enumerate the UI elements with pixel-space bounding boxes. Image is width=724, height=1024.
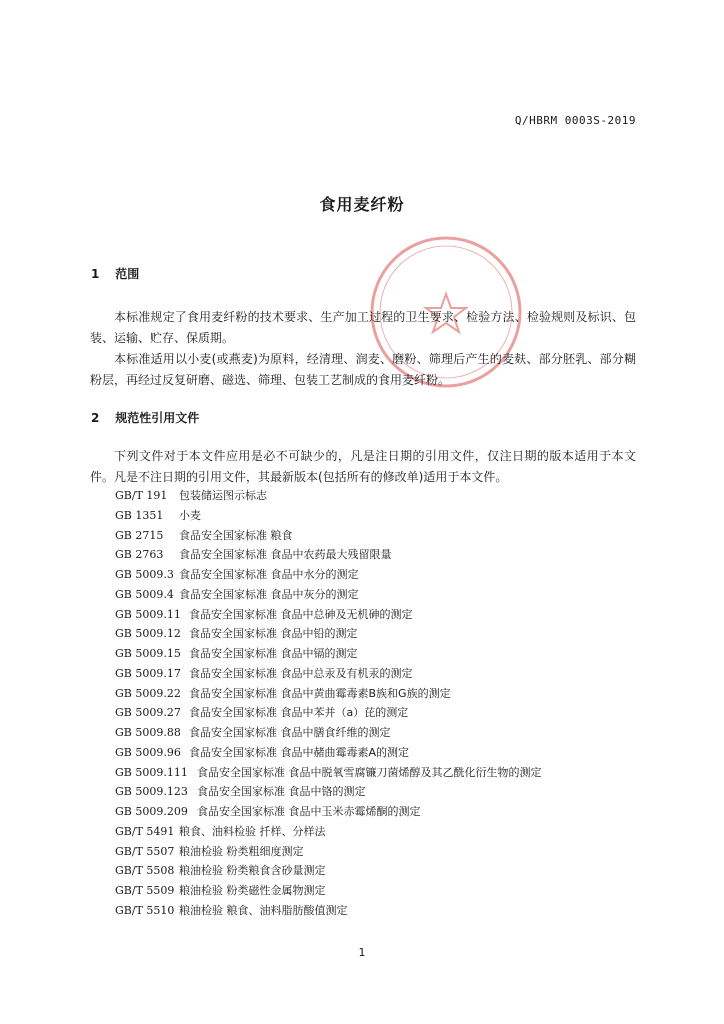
reference-code: GB 5009.209 (115, 805, 188, 818)
reference-item (115, 565, 542, 585)
reference-code: GB 5009.17 (115, 666, 181, 680)
reference-code: GB 5009.22 (115, 686, 181, 700)
reference-name: 粮油检验 粉类粮食含砂量测定 (179, 864, 326, 878)
reference-name: 小麦 (179, 508, 201, 522)
reference-item (115, 842, 542, 862)
reference-name: 粮油检验 粉类粗细度测定 (179, 844, 304, 858)
reference-item (115, 743, 542, 763)
reference-list (115, 486, 542, 921)
reference-name: 食品安全国家标准 食品中铬的测定 (197, 785, 366, 799)
reference-item (115, 624, 542, 644)
scope-paragraph-1: 本标准规定了食用麦纤粉的技术要求、生产加工过程的卫生要求、检验方法、检验规则及标识、包装、运输、贮存、保质期。 (90, 310, 636, 345)
references-intro: 下列文件对于本文件应用是必不可缺少的，凡是注日期的引用文件，仅注日期的版本适用于本文件。凡是不注日期的引用文件，其最新版本(包括所有的修改单)适用于本文件。 (90, 449, 636, 484)
section-1-number: 1 (91, 267, 100, 281)
reference-item (115, 703, 542, 723)
reference-item (115, 763, 542, 783)
reference-item (115, 901, 542, 921)
reference-code: GB/T 5509 (115, 884, 175, 897)
reference-item (115, 664, 542, 684)
reference-item (115, 644, 542, 664)
reference-code: GB 5009.123 (115, 785, 188, 799)
reference-name: 粮油检验 粮食、油料脂肪酸值测定 (179, 903, 348, 917)
reference-code: GB 5009.3 (115, 568, 174, 581)
reference-name: 食品安全国家标准 食品中灰分的测定 (179, 587, 359, 601)
reference-code: GB 2763 (115, 548, 164, 562)
reference-item (115, 506, 542, 526)
reference-item (115, 822, 542, 842)
reference-name: 食品安全国家标准 食品中脱氧雪腐镰刀菌烯醇及其乙酰化衍生物的测定 (197, 765, 542, 779)
reference-name: 食品安全国家标准 食品中总汞及有机汞的测定 (189, 666, 413, 680)
reference-name: 食品安全国家标准 食品中赭曲霉毒素A的测定 (189, 745, 410, 759)
reference-code: GB 5009.12 (115, 627, 181, 641)
page-number: 1 (358, 946, 366, 959)
reference-name: 食品安全国家标准 食品中水分的测定 (179, 568, 359, 581)
reference-item (115, 881, 542, 901)
reference-item (115, 782, 542, 802)
reference-code: GB 5009.111 (115, 765, 188, 779)
reference-code: GB 5009.96 (115, 745, 181, 759)
reference-code: GB 5009.88 (115, 726, 181, 739)
reference-name: 食品安全国家标准 食品中铅的测定 (189, 627, 358, 641)
reference-code: GB 1351 (115, 508, 164, 522)
reference-code: GB/T 5507 (115, 844, 175, 858)
reference-name: 食品安全国家标准 粮食 (179, 528, 293, 542)
section-2-title: 规范性引用文件 (115, 411, 200, 425)
reference-item (115, 486, 542, 506)
reference-code: GB/T 5491 (115, 824, 175, 838)
reference-code: GB 5009.27 (115, 706, 181, 720)
reference-item (115, 605, 542, 625)
reference-name: 食品安全国家标准 食品中总砷及无机砷的测定 (189, 607, 413, 621)
reference-code: GB 2715 (115, 528, 164, 542)
page-title: 食用麦纤粉 (319, 195, 405, 214)
reference-item (115, 723, 542, 743)
reference-name: 食品安全国家标准 食品中镉的测定 (189, 647, 358, 660)
reference-code: GB/T 191 (115, 489, 168, 502)
reference-code: GB 5009.15 (115, 647, 181, 660)
reference-name: 食品安全国家标准 食品中苯并（a）芘的测定 (189, 706, 409, 720)
reference-name: 包装储运图示标志 (179, 489, 267, 502)
reference-item (115, 545, 542, 565)
reference-name: 粮油检验 粉类磁性金属物测定 (179, 884, 326, 897)
scope-paragraph-2: 本标准适用以小麦(或燕麦)为原料，经清理、润麦、磨粉、筛理后产生的麦麸、部分胚乳、部分糊粉层，再经过反复研磨、磁选、筛理、包装工艺制成的食用麦纤粉。 (90, 352, 636, 387)
reference-name: 食品安全国家标准 食品中膳食纤维的测定 (189, 726, 391, 739)
section-2-heading (91, 409, 199, 426)
section-1-heading (91, 265, 139, 282)
reference-code: GB 5009.11 (115, 607, 181, 621)
reference-code: GB/T 5510 (115, 903, 175, 917)
reference-name: 食品安全国家标准 食品中农药最大残留限量 (179, 548, 392, 562)
section-1-title: 范围 (115, 267, 140, 281)
reference-name: 食品安全国家标准 食品中黄曲霉毒素B族和G族的测定 (189, 686, 451, 700)
reference-item (115, 684, 542, 704)
reference-item (115, 585, 542, 605)
reference-item (115, 526, 542, 546)
reference-item (115, 861, 542, 881)
reference-code: GB/T 5508 (115, 864, 175, 878)
reference-name: 粮食、油料检验 扦样、分样法 (179, 824, 326, 838)
reference-item (115, 802, 542, 822)
section-2-number: 2 (91, 411, 100, 425)
reference-code: GB 5009.4 (115, 587, 174, 601)
document-code: Q/HBRM 0003S-2019 (514, 114, 636, 127)
reference-name: 食品安全国家标准 食品中玉米赤霉烯酮的测定 (197, 805, 421, 818)
